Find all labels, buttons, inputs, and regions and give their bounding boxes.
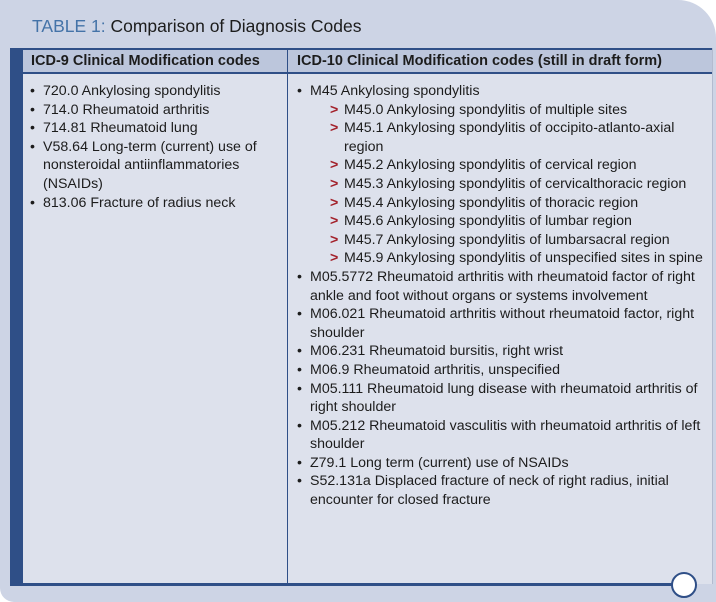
- list-item: • 720.0 Ankylosing spondylitis: [30, 82, 280, 101]
- sub-list-item: > M45.3 Ankylosing spondylitis of cervicalthoracic region: [330, 175, 687, 192]
- list-item: • M05.5772 Rheumatoid arthritis with rheumatoid factor of right ankle and foot without organs or systems involvement: [297, 268, 703, 305]
- sub-marker: >: [330, 175, 339, 192]
- list-item: • 714.0 Rheumatoid arthritis: [30, 101, 280, 120]
- sub-marker: >: [330, 194, 339, 211]
- icd10-sublist: [297, 101, 703, 268]
- table-title-text: Comparison of Diagnosis Codes: [110, 16, 362, 36]
- icd10-column-header: ICD-10 Clinical Modification codes (still in draft form): [297, 53, 662, 69]
- sub-marker: >: [330, 213, 339, 230]
- list-item: • M06.9 Rheumatoid arthritis, unspecified: [297, 361, 703, 380]
- icd10-list: [297, 82, 703, 101]
- sub-marker: >: [330, 157, 339, 174]
- sub-list-item: > M45.7 Ankylosing spondylitis of lumbarsacral region: [330, 231, 670, 248]
- sub-list-item: > M45.9 Ankylosing spondylitis of unspecified sites in spine: [330, 250, 703, 267]
- list-item: • M05.111 Rheumatoid lung disease with rheumatoid arthritis of right shoulder: [297, 380, 703, 417]
- comparison-table: [23, 48, 713, 584]
- left-accent-bar: [10, 48, 23, 586]
- icd9-column-header: ICD-9 Clinical Modification codes: [31, 53, 260, 69]
- sub-marker: >: [330, 231, 339, 248]
- table-label: TABLE 1:: [32, 16, 106, 36]
- bottom-rule: [23, 583, 689, 586]
- column-divider: [287, 48, 288, 584]
- list-item: • S52.131a Displaced fracture of neck of right radius, initial encounter for closed fracture: [297, 472, 703, 509]
- list-item: • M06.231 Rheumatoid bursitis, right wrist: [297, 342, 703, 361]
- list-item: • M45 Ankylosing spondylitis: [297, 82, 703, 101]
- sub-list-item: > M45.4 Ankylosing spondylitis of thoracic region: [330, 194, 639, 211]
- sub-marker: >: [330, 250, 339, 267]
- list-item: • 714.81 Rheumatoid lung: [30, 119, 280, 138]
- icd9-column: [30, 82, 280, 212]
- sub-list-item: > M45.2 Ankylosing spondylitis of cervical region: [330, 157, 637, 174]
- list-item: • Z79.1 Long term (current) use of NSAIDs: [297, 454, 703, 473]
- sub-marker: >: [330, 120, 339, 137]
- list-item: • M06.021 Rheumatoid arthritis without rheumatoid factor, right shoulder: [297, 305, 703, 342]
- icd9-list: [30, 82, 280, 212]
- table-title: [32, 16, 361, 37]
- icd10-column: [297, 82, 703, 510]
- list-item: • V58.64 Long-term (current) use of nonsteroidal antiinflammatories (NSAIDs): [30, 138, 280, 194]
- list-item: • M05.212 Rheumatoid vasculitis with rheumatoid arthritis of left shoulder: [297, 417, 703, 454]
- table-header-row: [23, 48, 712, 74]
- sub-list-item: > M45.0 Ankylosing spondylitis of multiple sites: [330, 101, 628, 118]
- sub-list-item: > M45.6 Ankylosing spondylitis of lumbar region: [330, 213, 632, 230]
- icd10-list-rest: [297, 268, 703, 510]
- sub-marker: >: [330, 101, 339, 118]
- sub-list-item: > M45.1 Ankylosing spondylitis of occipito-atlanto-axial region: [330, 120, 675, 155]
- corner-circle-icon: [671, 572, 697, 598]
- list-item: • 813.06 Fracture of radius neck: [30, 194, 280, 213]
